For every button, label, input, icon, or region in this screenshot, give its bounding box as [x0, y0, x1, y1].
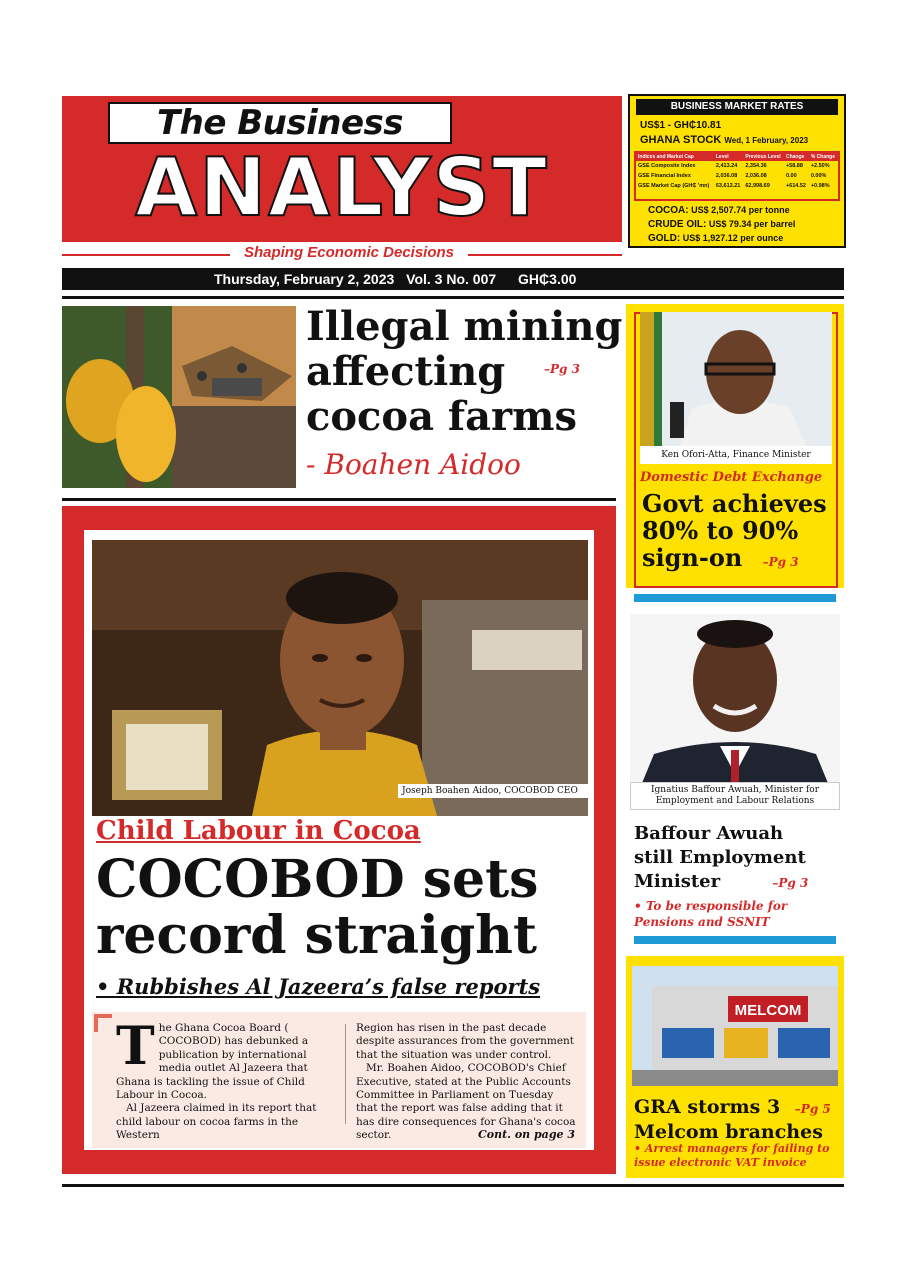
stock-table-row: [636, 171, 838, 181]
main-body-paragraph: Region has risen in the past decade despite assurances from the government that the situation was under control.: [356, 1022, 575, 1061]
cocoa-price-value: US$ 2,507.74 per tonne: [691, 205, 790, 215]
debt-kicker: Domestic Debt Exchange: [640, 470, 823, 485]
employment-minister-illustration: [630, 614, 840, 788]
dateline-bar: [62, 268, 844, 290]
stock-table-header: [636, 153, 838, 161]
employment-minister-photo: [630, 614, 840, 788]
gra-subhead-line: issue electronic VAT invoice: [634, 1156, 807, 1169]
column-divider: [345, 1024, 346, 1124]
stock-cell: 0.00: [785, 173, 797, 179]
oil-price-value: US$ 79.34 per barrel: [708, 219, 796, 229]
slogan: Shaping Economic Decisions: [243, 244, 455, 261]
stock-cell: 0.00%: [810, 173, 827, 179]
ceo-photo-caption: Joseph Boahen Aidoo, COCOBOD CEO: [398, 784, 588, 798]
issue-price: GH₵3.00: [518, 271, 577, 287]
stock-cell: 2,413.24: [715, 163, 738, 169]
stock-cell: 2,036.08: [715, 173, 738, 179]
finance-minister-photo: [640, 312, 832, 446]
stock-cell: 63,613.21: [715, 183, 741, 189]
slogan-rule-left: [62, 254, 230, 256]
finance-minister-illustration: [640, 312, 832, 446]
debt-headline-line: 80% to 90%: [642, 516, 799, 545]
blue-divider: [634, 936, 836, 944]
gold-price: [648, 233, 783, 244]
oil-price-label: CRUDE OIL:: [648, 219, 707, 230]
stock-cell: 2,354.36: [745, 163, 767, 169]
gra-subhead-line: • Arrest managers for failing to: [634, 1142, 830, 1155]
cocoa-byline: - Boahen Aidoo: [306, 448, 521, 481]
cocoa-headline-line: Illegal mining: [306, 303, 623, 350]
main-headline-line: record straight: [96, 905, 538, 966]
stock-col-header: Level: [714, 153, 743, 161]
main-body-paragraph: Mr. Boahen Aidoo, COCOBOD's Chief Executive, stated at the Public Accounts Committee in Parliament on Tuesday that the report was false adding that it has dire consequences for Ghana's cocoa sector.: [356, 1062, 576, 1142]
melcom-store-photo: [632, 966, 838, 1086]
gra-headline[interactable]: [634, 1096, 840, 1144]
issue-volume: Vol. 3 No. 007: [406, 271, 497, 287]
awuah-headline[interactable]: [634, 822, 834, 895]
stock-label: GHANA STOCK: [640, 134, 722, 146]
awuah-headline-text: Minister: [634, 871, 721, 892]
cocoa-rule: [62, 498, 616, 501]
masthead-line-1: The Business: [156, 103, 404, 143]
usd-rate: US$1 - GH₵10.81: [640, 120, 722, 131]
cocoa-headline-line: affecting: [306, 348, 506, 395]
main-kicker: Child Labour in Cocoa: [96, 816, 421, 846]
stock-col-header: Indices and Market Cap: [636, 153, 714, 161]
caption-line: Employment and Labour Relations: [655, 796, 815, 806]
debt-headline-line: Govt achieves: [642, 489, 827, 518]
top-rule: [62, 296, 844, 299]
stock-cell: 62,998.69: [745, 183, 770, 189]
stock-cell: GSE Financial Index: [638, 173, 691, 179]
stock-cell: GSE Market Cap (GH₵ 'mn): [638, 183, 710, 189]
stock-table: [634, 151, 840, 201]
stock-table-row: [636, 161, 838, 171]
awuah-subhead-line: • To be responsible for: [634, 899, 788, 913]
bottom-rule: [62, 1184, 844, 1187]
stock-date: Wed, 1 February, 2023: [724, 136, 809, 145]
gold-price-label: GOLD:: [648, 233, 681, 244]
main-headline[interactable]: [96, 849, 596, 966]
main-body-paragraph: Al Jazeera claimed in its report that child labour on cocoa farms in the Western: [116, 1102, 317, 1142]
cocoa-price-label: COCOA:: [648, 205, 689, 216]
cocoa-page-ref[interactable]: –Pg 3: [544, 362, 580, 376]
gra-headline-line: Melcom branches: [634, 1121, 823, 1143]
cocoa-headline-line: cocoa farms: [306, 393, 577, 440]
awuah-headline-line: Baffour Awuah: [634, 823, 784, 844]
stock-cell: GSE Composite Index: [638, 163, 696, 169]
stock-col-header: Previous Level: [743, 153, 784, 161]
awuah-headline-line: still Employment: [634, 847, 806, 868]
gra-headline-line: [634, 1096, 840, 1121]
gold-price-value: US$ 1,927.12 per ounce: [682, 233, 784, 243]
dropcap: T: [116, 1016, 155, 1077]
stock-cell: +614.52: [785, 183, 806, 189]
awuah-subhead-line: Pensions and SSNIT: [634, 915, 770, 929]
stock-table-row: [636, 181, 838, 191]
main-body-column-1: [116, 1016, 338, 1143]
debt-page-ref[interactable]: –Pg 3: [762, 555, 799, 569]
ceo-photo-illustration: [92, 540, 588, 816]
cocoa-price: [648, 205, 790, 216]
awuah-page-ref[interactable]: –Pg 3: [772, 876, 809, 890]
melcom-sign-text: MELCOM: [734, 1002, 802, 1019]
ghana-stock-label: [640, 134, 808, 146]
debt-headline[interactable]: [642, 490, 832, 576]
main-body-paragraph: he Ghana Cocoa Board ( COCOBOD) has debunked a publication by international media outlet Al Jazeera that Ghana is tackling the issue of Child Labour in Cocoa.: [116, 1022, 309, 1102]
debt-headline-text: sign-on: [642, 543, 743, 572]
employment-minister-caption: [630, 782, 840, 810]
gra-subhead: [634, 1142, 840, 1170]
stock-cell: +0.98%: [810, 183, 830, 189]
caption-line: Ignatius Baffour Awuah, Minister for: [650, 785, 820, 795]
finance-minister-caption: Ken Ofori-Atta, Finance Minister: [640, 446, 832, 464]
main-body-column-2: [356, 1022, 578, 1143]
stock-cell: +58.88: [785, 163, 803, 169]
awuah-subhead: [634, 898, 834, 930]
awuah-headline-line: [634, 870, 834, 895]
masthead-line-2: ANALYST: [135, 141, 549, 234]
stock-col-header: % Change: [809, 153, 838, 161]
cocoa-photo-illustration: [62, 306, 296, 488]
gra-headline-text: GRA storms 3: [634, 1096, 781, 1118]
stock-col-header: Change: [784, 153, 809, 161]
stock-cell: +2.50%: [810, 163, 830, 169]
main-deck: • Rubbishes Al Jazeera’s false reports: [96, 974, 541, 999]
slogan-rule-right: [468, 254, 622, 256]
gra-page-ref[interactable]: –Pg 5: [794, 1102, 831, 1116]
blue-divider: [634, 594, 836, 602]
stock-cell: 2,036.08: [745, 173, 767, 179]
market-rates-title: BUSINESS MARKET RATES: [636, 99, 838, 115]
issue-date: Thursday, February 2, 2023: [214, 271, 395, 287]
debt-headline-line: [642, 544, 832, 576]
continued-link[interactable]: Cont. on page 3: [478, 1128, 575, 1141]
cocobod-ceo-photo: [92, 540, 588, 816]
cocoa-mining-photo: [62, 306, 296, 488]
melcom-store-illustration: [632, 966, 838, 1086]
oil-price: [648, 219, 795, 230]
main-headline-line: COCOBOD sets: [96, 849, 539, 910]
dropcap-ornament: [94, 1014, 112, 1032]
